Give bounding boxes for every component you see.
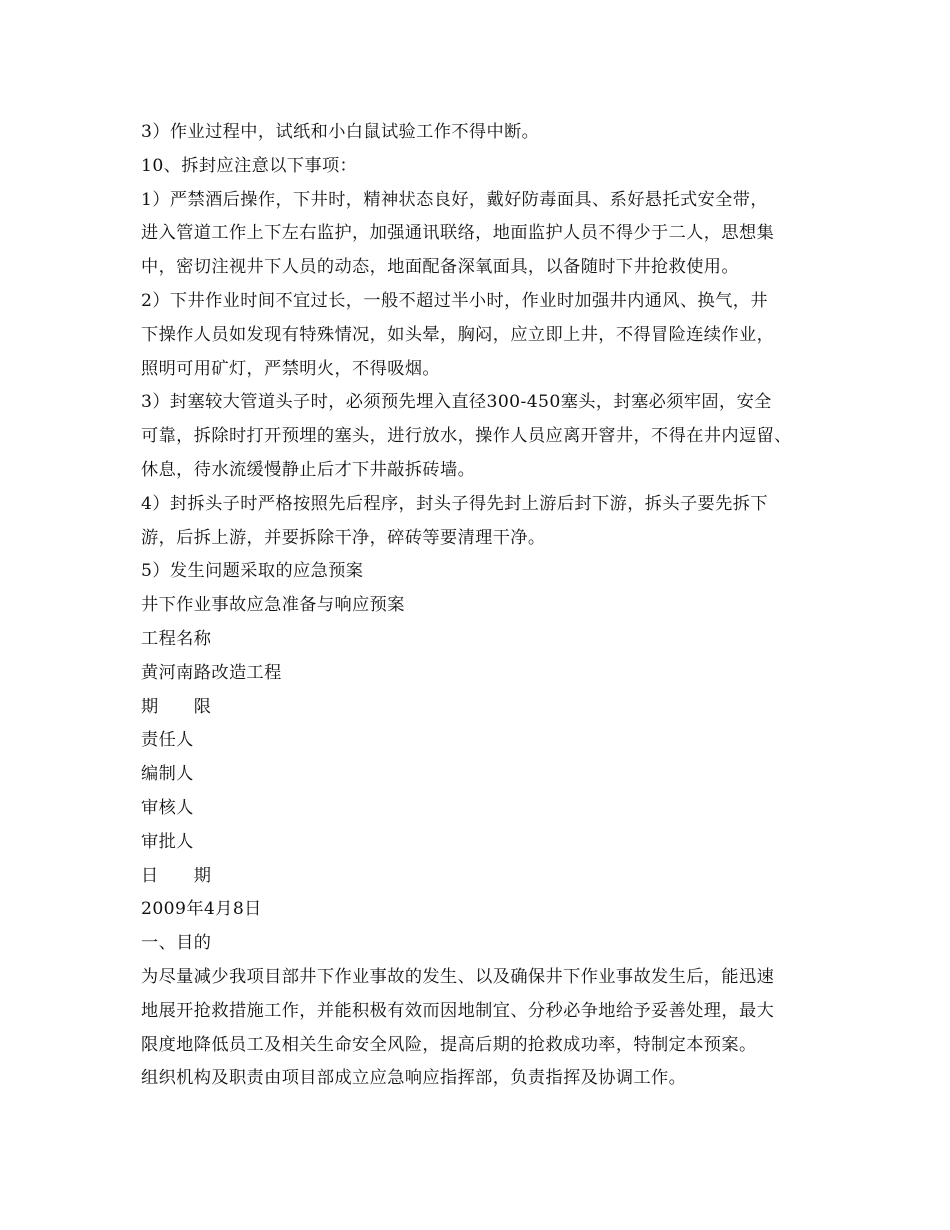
text-line: 组织机构及职责由项目部成立应急响应指挥部，负责指挥及协调工作。	[141, 1068, 687, 1089]
text-line: 地展开抢救措施工作，并能积极有效而因地制宜、分秒必争地给予妥善处理，最大	[141, 1000, 775, 1021]
text-line: 1）严禁酒后操作，下井时，精神状态良好，戴好防毒面具、系好悬托式安全带，	[141, 189, 768, 210]
field-label-project-name: 工程名称	[141, 628, 212, 649]
text-line: 照明可用矿灯，严禁明火，不得吸烟。	[141, 358, 440, 379]
text-line: 下操作人员如发现有特殊情况，如头晕，胸闷，应立即上井，不得冒险连续作业，	[141, 324, 775, 345]
field-label-date: 日 期	[141, 865, 212, 886]
section-heading: 10、拆封应注意以下事项：	[141, 155, 358, 176]
field-label-responsible: 责任人	[141, 730, 194, 751]
text-line: 限度地降低员工及相关生命安全风险，提高后期的抢救成功率，特制定本预案。	[141, 1034, 757, 1055]
text-line: 3）作业过程中，试纸和小白鼠试验工作不得中断。	[141, 122, 540, 142]
section-heading-purpose: 一、目的	[141, 933, 212, 954]
text-line: 4）封拆头子时严格按照先后程序，封头子得先封上游后封下游，拆头子要先拆下	[141, 493, 768, 514]
text-line: 休息，待水流缓慢静止后才下井敲拆砖墙。	[141, 459, 476, 480]
text-line: 可靠，拆除时打开预埋的塞头，进行放水，操作人员应离开窨井，不得在井内逗留、	[141, 426, 792, 447]
field-value-project-name: 黄河南路改造工程	[141, 662, 282, 683]
field-label-reviewed-by: 审核人	[141, 797, 194, 818]
text-line: 中，密切注视井下人员的动态，地面配备深氧面具，以备随时下井抢救使用。	[141, 257, 739, 278]
text-line: 为尽量减少我项目部井下作业事故的发生、以及确保井下作业事故发生后，能迅速	[141, 966, 775, 987]
text-line: 3）封塞较大管道头子时，必须预先埋入直径300-450塞头，封塞必须牢固，安全	[141, 392, 772, 413]
text-line: 2）下井作业时间不宜过长，一般不超过半小时，作业时加强井内通风、换气，井	[141, 290, 768, 311]
text-line: 进入管道工作上下左右监护，加强通讯联络，地面监护人员不得少于二人，思想集	[141, 223, 775, 244]
field-label-prepared-by: 编制人	[141, 764, 194, 785]
field-label-approved-by: 审批人	[141, 831, 194, 852]
plan-title: 井下作业事故应急准备与响应预案	[141, 595, 405, 616]
text-line: 游，后拆上游，并要拆除干净，碎砖等要清理干净。	[141, 527, 546, 548]
field-label-period: 期 限	[141, 696, 212, 717]
text-line: 5）发生问题采取的应急预案	[141, 561, 364, 582]
document-page	[141, 116, 827, 1096]
field-value-date: 2009年4月8日	[141, 899, 262, 920]
